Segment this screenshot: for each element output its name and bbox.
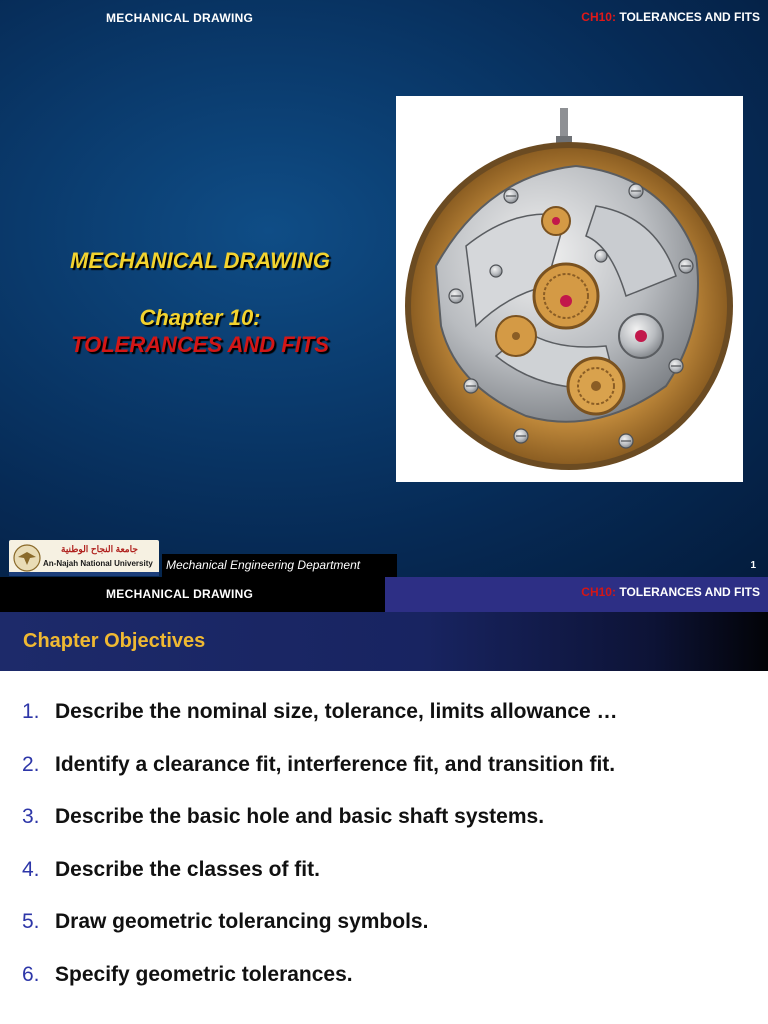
objective-item: [22, 858, 618, 911]
objective-item: [22, 805, 618, 858]
objective-text: Specify geometric tolerances.: [55, 962, 353, 986]
logo-arabic-name: جامعة النجاح الوطنية: [61, 544, 138, 554]
slide-title-course: MECHANICAL DRAWING: [70, 248, 330, 273]
objective-number: 4.: [22, 857, 40, 881]
objective-text: Describe the nominal size, tolerance, limits allowance …: [55, 700, 618, 723]
watch-movement-illustration: [396, 96, 743, 482]
slide-title-topic: TOLERANCES AND FITS: [71, 332, 329, 357]
objective-item: [22, 963, 618, 1016]
header-chapter-number: CH10:: [581, 10, 616, 24]
header-course-title: MECHANICAL DRAWING: [106, 587, 254, 601]
university-logo: [9, 540, 159, 576]
objective-item: [22, 700, 618, 753]
objective-text: Describe the classes of fit.: [55, 857, 320, 881]
watch-movement-image: [396, 96, 743, 482]
header-chapter: [581, 10, 760, 24]
header-chapter-number: CH10:: [581, 585, 616, 599]
objectives-list: [22, 700, 618, 1016]
objective-number: 5.: [22, 910, 40, 934]
logo-underline: [9, 572, 159, 576]
logo-english-name: An-Najah National University: [43, 559, 153, 568]
objective-text: Identify a clearance fit, interference fit, and transition fit.: [55, 752, 616, 776]
header-chapter: [581, 585, 760, 599]
objective-text: Describe the basic hole and basic shaft systems.: [55, 805, 545, 829]
department-name: Mechanical Engineering Department: [166, 558, 361, 572]
objective-number: 3.: [22, 805, 40, 829]
objective-number: 6.: [22, 962, 40, 986]
eagle-emblem-icon: [12, 543, 42, 573]
slide-title-chapter: Chapter 10:: [139, 305, 261, 330]
objectives-title: Chapter Objectives: [23, 630, 206, 652]
objective-number: 2.: [22, 752, 40, 776]
objective-item: [22, 753, 618, 806]
header-course-title: MECHANICAL DRAWING: [106, 11, 254, 25]
header-chapter-topic: TOLERANCES AND FITS: [619, 10, 760, 24]
objective-number: 1.: [22, 700, 40, 723]
objective-text: Draw geometric tolerancing symbols.: [55, 910, 429, 934]
page-number: 1: [750, 560, 756, 571]
objectives-slide: [0, 577, 768, 1024]
header-chapter-topic: TOLERANCES AND FITS: [619, 585, 760, 599]
objective-item: [22, 910, 618, 963]
